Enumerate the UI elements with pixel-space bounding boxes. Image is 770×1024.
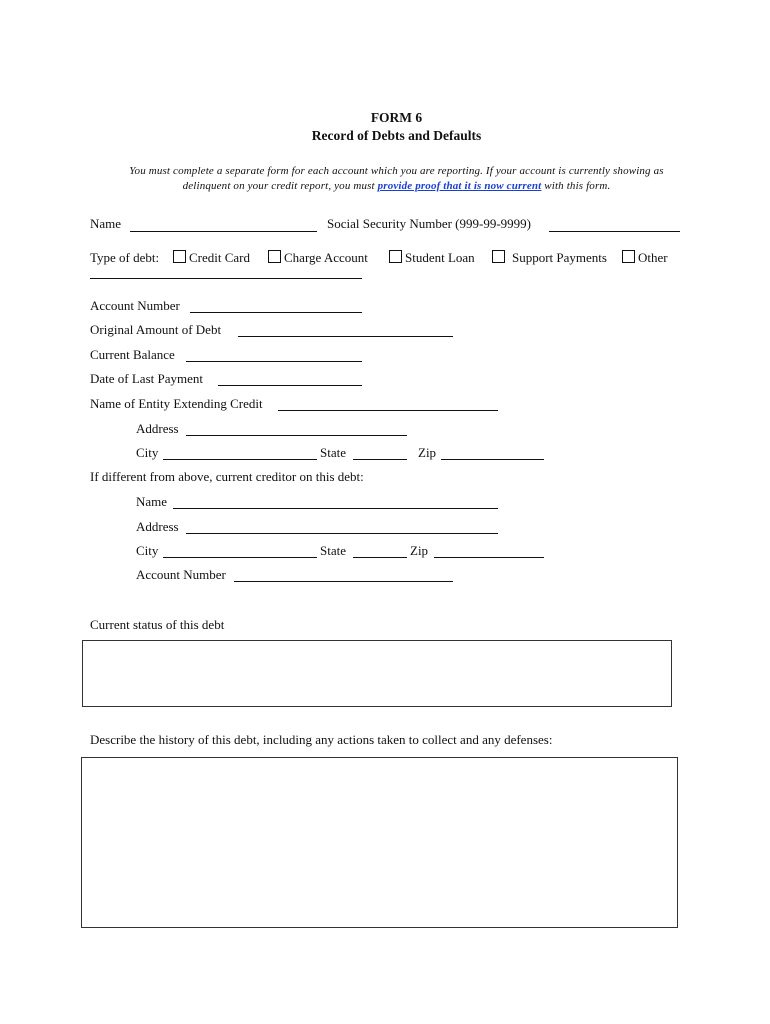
original-amount-label: Original Amount of Debt xyxy=(90,322,222,337)
creditor-name-field[interactable] xyxy=(173,508,498,509)
checkbox-icon[interactable] xyxy=(389,250,402,263)
debt-type-support-payments[interactable] xyxy=(492,250,607,266)
city-field[interactable] xyxy=(163,459,317,460)
current-balance-field[interactable] xyxy=(186,361,362,362)
date-last-payment-field[interactable] xyxy=(218,385,362,386)
form-number: FORM 6 xyxy=(370,110,423,125)
entity-label: Name of Entity Extending Credit xyxy=(90,396,263,411)
form-title: Record of Debts and Defaults xyxy=(311,128,482,143)
entity-field[interactable] xyxy=(278,410,498,411)
zip-label: Zip xyxy=(418,445,437,460)
proof-link[interactable]: provide proof that it is now current xyxy=(377,180,542,192)
account-number-label: Account Number xyxy=(90,298,180,313)
type-of-debt-label: Type of debt: xyxy=(90,250,160,265)
creditor-city-field[interactable] xyxy=(163,557,317,558)
instructions-line-2 xyxy=(0,180,770,192)
current-balance-label: Current Balance xyxy=(90,347,175,362)
current-status-textarea[interactable] xyxy=(82,640,672,707)
name-label: Name xyxy=(90,216,122,231)
creditor-state-label: State xyxy=(320,543,346,558)
ssn-field[interactable] xyxy=(549,231,680,232)
debt-type-other[interactable] xyxy=(622,250,668,266)
debt-type-student-loan[interactable] xyxy=(389,250,475,266)
debt-type-label: Charge Account xyxy=(284,250,368,265)
debt-type-label: Student Loan xyxy=(405,250,475,265)
debt-type-label: Credit Card xyxy=(189,250,251,265)
date-last-payment-label: Date of Last Payment xyxy=(90,371,203,386)
checkbox-icon[interactable] xyxy=(622,250,635,263)
account-number-field[interactable] xyxy=(190,312,362,313)
creditor-account-number-label: Account Number xyxy=(136,567,226,582)
instructions-text-after: with this form. xyxy=(541,180,611,192)
state-field[interactable] xyxy=(353,459,407,460)
creditor-zip-label: Zip xyxy=(410,543,429,558)
history-textarea[interactable] xyxy=(81,757,678,928)
creditor-address-field[interactable] xyxy=(186,533,498,534)
instructions-text-before: delinquent on your credit report, you must xyxy=(182,180,378,192)
current-status-label: Current status of this debt xyxy=(90,617,225,632)
history-label: Describe the history of this debt, including any actions taken to collect and any defenses: xyxy=(90,732,553,747)
debt-type-charge-account[interactable] xyxy=(268,250,368,266)
other-debt-type-field[interactable] xyxy=(90,278,362,279)
creditor-state-field[interactable] xyxy=(353,557,407,558)
checkbox-icon[interactable] xyxy=(268,250,281,263)
creditor-zip-field[interactable] xyxy=(434,557,544,558)
name-field[interactable] xyxy=(130,231,317,232)
instructions-line-1: You must complete a separate form for each account which you are reporting. If your account is currently showing as xyxy=(129,165,664,177)
checkbox-icon[interactable] xyxy=(173,250,186,263)
ssn-label: Social Security Number (999-99-9999) xyxy=(327,216,531,231)
creditor-city-label: City xyxy=(136,543,159,558)
address-field[interactable] xyxy=(186,435,407,436)
creditor-name-label: Name xyxy=(136,494,168,509)
address-label: Address xyxy=(136,421,179,436)
zip-field[interactable] xyxy=(441,459,544,460)
debt-type-label: Support Payments xyxy=(512,250,607,265)
checkbox-icon[interactable] xyxy=(492,250,505,263)
state-label: State xyxy=(320,445,346,460)
debt-type-credit-card[interactable] xyxy=(173,250,250,266)
creditor-address-label: Address xyxy=(136,519,179,534)
creditor-account-number-field[interactable] xyxy=(234,581,453,582)
debt-type-label: Other xyxy=(638,250,668,265)
different-creditor-label: If different from above, current creditor on this debt: xyxy=(90,469,364,484)
original-amount-field[interactable] xyxy=(238,336,453,337)
city-label: City xyxy=(136,445,159,460)
